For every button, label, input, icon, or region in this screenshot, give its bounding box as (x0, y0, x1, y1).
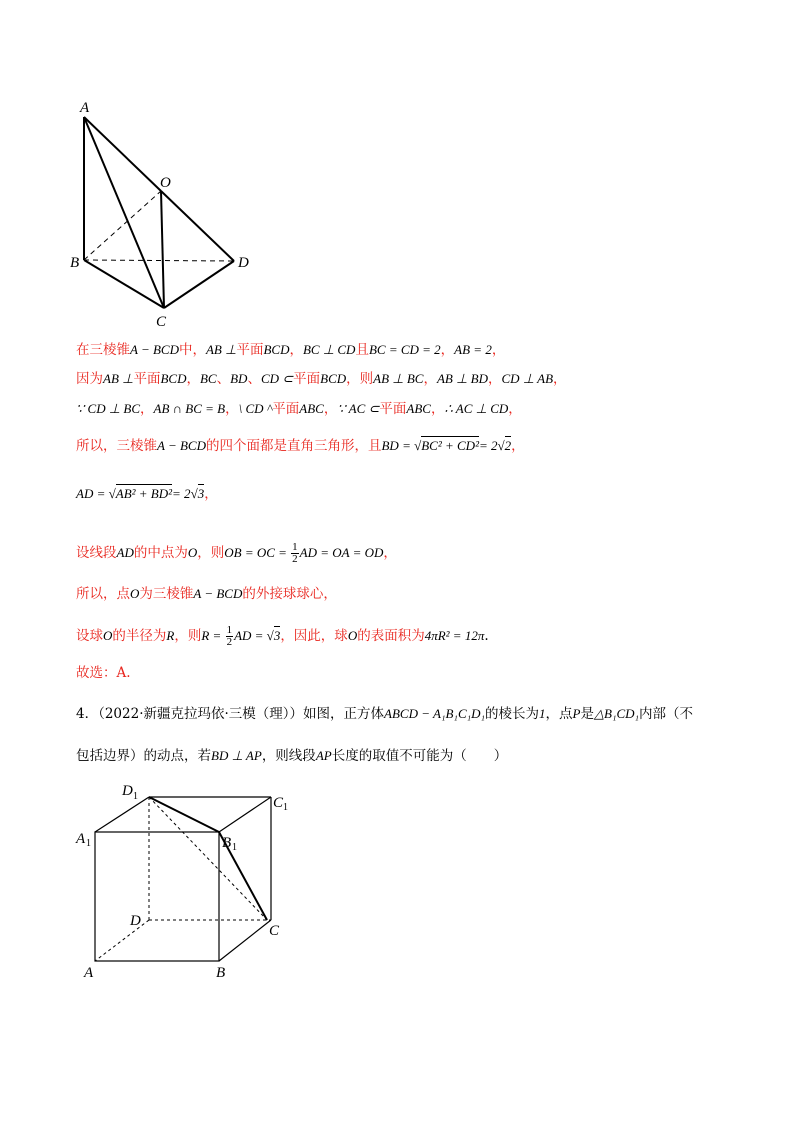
label-D: D (130, 913, 141, 929)
label-C: C (156, 314, 167, 330)
label-A1: A (76, 831, 86, 847)
pyramid-figure (60, 95, 270, 335)
label-O: O (160, 175, 171, 191)
label-C: C (269, 923, 280, 939)
question-4-line-1: 4．（2022·新疆克拉玛依·三模（理））如图，正方体ABCD − A₁B₁C₁D₁的棱长为1，点P是△B₁CD₁内部（不 (76, 706, 694, 722)
label-B: B (216, 965, 226, 981)
label-B1: B (222, 835, 232, 851)
solution-line-4: 所以，三棱锥A − BCD的四个面都是直角三角形，且BD = √BC² + CD²= 2√2， (76, 438, 525, 454)
label-D1: D (122, 783, 133, 799)
solution-line-1: 在三棱锥A − BCD中，AB ⊥平面BCD，BC ⊥ CD且BC = CD = 2，AB = 2， (76, 342, 506, 358)
svg-text:1: 1 (283, 802, 288, 813)
label-D: D (238, 255, 249, 271)
solution-line-7: 所以，点O为三棱锥A − BCD的外接球球心， (76, 586, 337, 602)
fraction-half: $\frac{1}{2}$ (226, 624, 233, 648)
solution-line-6: 设线段AD的中点为O，则OB = OC = $\frac{1}{2}$ AD = OA = OD， (76, 541, 397, 565)
solution-line-5: AD = √AB² + BD²= 2√3， (76, 486, 218, 502)
label-A: A (84, 965, 94, 981)
label-C1: C (273, 795, 284, 811)
question-4-line-2: 包括边界）的动点，若BD ⊥ AP，则线段AP长度的取值不可能为（ ） (76, 748, 508, 764)
label-A: A (80, 100, 90, 116)
solution-line-8: 设球O的半径为R，则R = $\frac{1}{2}$ AD = √3，因此，球O的表面积为4πR² = 12π. (76, 624, 489, 648)
svg-text:1: 1 (86, 838, 91, 849)
label-B: B (70, 255, 80, 271)
solution-line-9: 故选：A. (76, 665, 131, 681)
svg-text:1: 1 (232, 842, 237, 853)
cube-figure (70, 775, 310, 990)
fraction-half: $\frac{1}{2}$ (292, 541, 298, 565)
solution-line-2: 因为AB ⊥平面BCD，BC、BD、CD ⊂平面BCD，则AB ⊥ BC，AB ⊥ BD，CD ⊥ AB， (76, 371, 567, 387)
svg-text:1: 1 (133, 791, 138, 802)
solution-line-3: ∵ CD ⊥ BC，AB ∩ BC = B，\ CD ^平面ABC，∵ AC ⊂平面ABC，∴ AC ⊥ CD， (76, 401, 522, 417)
